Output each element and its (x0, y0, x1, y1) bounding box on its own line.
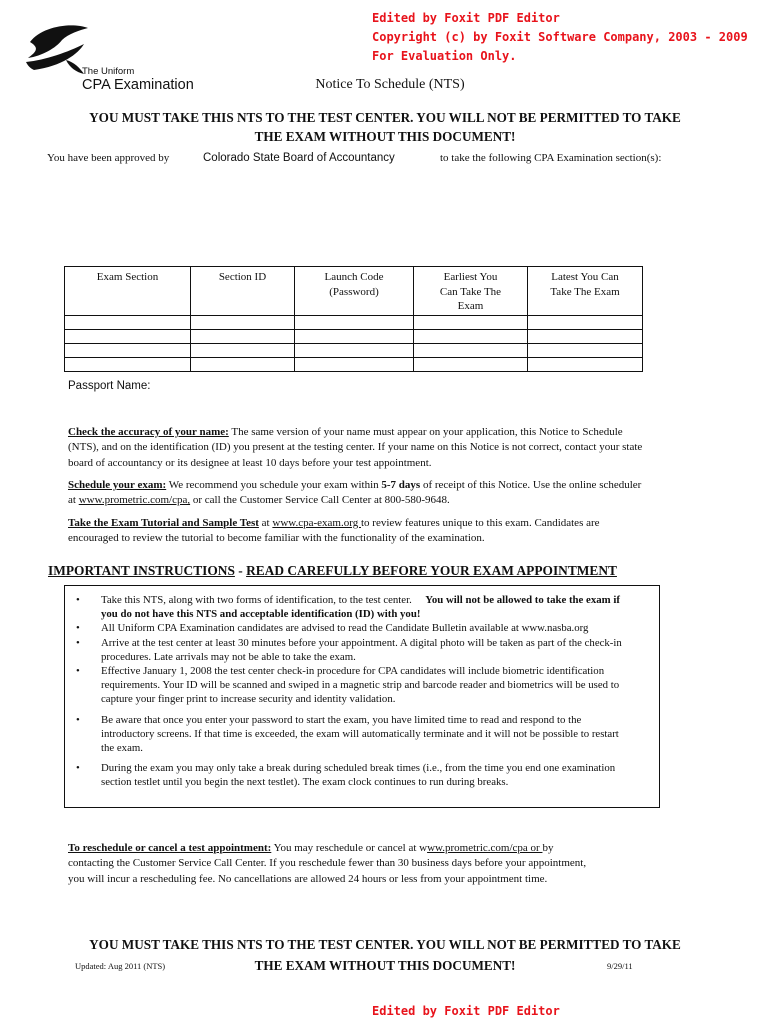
footer-date: 9/29/11 (607, 961, 633, 971)
table-cell (191, 316, 295, 330)
foxit-watermark (372, 9, 764, 66)
table-cell (295, 358, 414, 372)
bullet-icon: • (76, 594, 80, 606)
bullet-icon: • (76, 762, 80, 775)
foxit-footer-watermark: Edited by Foxit PDF Editor (372, 1004, 560, 1018)
header-label: Launch Code (324, 271, 384, 283)
watermark-line-2: Copyright (c) by Foxit Software Company, 2003 - 2009 (372, 30, 748, 44)
check-name-paragraph (68, 425, 648, 471)
table-row (65, 330, 643, 344)
approval-prefix: You have been approved by (47, 152, 170, 164)
reschedule-body: by contacting the Customer Service Call Center. If you reschedule fewer than 30 business days before your appointment, you will incur a rescheduling fee. No cancellations are allowed 24 hours or less from your appointment time. (68, 842, 587, 885)
header-label: Earliest You (443, 271, 498, 283)
table-cell (295, 316, 414, 330)
reschedule-text: You may reschedule or cancel at w (271, 842, 428, 854)
table-cell (295, 330, 414, 344)
important-heading (48, 562, 728, 580)
table-cell (65, 316, 191, 330)
table-cell (414, 330, 528, 344)
list-item (65, 761, 625, 789)
header-label: Exam Section (96, 271, 159, 283)
table-row (65, 316, 643, 330)
table-cell (191, 330, 295, 344)
list-item (65, 636, 625, 664)
instruction-text: All Uniform CPA Examination candidates are advised to read the Candidate Bulletin available at www.nasba.org (101, 622, 589, 635)
cpa-exam-link[interactable]: www.cpa-exam.org (272, 517, 361, 529)
header-exam-section (65, 267, 191, 316)
table-cell (414, 316, 528, 330)
important-heading-part2: READ CAREFULLY BEFORE YOUR EXAM APPOINTMENT (246, 563, 617, 578)
cpa-exam-logo (18, 22, 218, 96)
watermark-line-1: Edited by Foxit PDF Editor (372, 11, 560, 25)
top-warning-line-1: YOU MUST TAKE THIS NTS TO THE TEST CENTER. YOU WILL NOT BE PERMITTED TO TAKE (89, 110, 681, 125)
header-label: (Password) (329, 285, 379, 298)
bottom-warning-line-2: THE EXAM WITHOUT THIS DOCUMENT! (254, 958, 516, 973)
header-section-id (191, 267, 295, 316)
table-cell (191, 358, 295, 372)
table-row (65, 358, 643, 372)
bottom-warning-line-1: YOU MUST TAKE THIS NTS TO THE TEST CENTER. YOU WILL NOT BE PERMITTED TO TAKE (89, 937, 681, 952)
list-item (65, 713, 625, 756)
reschedule-heading: To reschedule or cancel a test appointment: (68, 842, 272, 854)
schedule-exam-paragraph (68, 478, 648, 509)
tutorial-paragraph (68, 516, 648, 547)
prometric-link[interactable]: www.prometric.com/cpa, (78, 494, 191, 507)
table-cell (65, 344, 191, 358)
schedule-exam-text-2: of receipt of this Notice. Use the online scheduler at (68, 479, 642, 507)
passport-name-label: Passport Name: (68, 380, 151, 392)
table-cell (528, 316, 643, 330)
list-item (65, 621, 625, 635)
bullet-icon: • (76, 713, 80, 726)
list-item (65, 593, 625, 621)
table-cell (191, 344, 295, 358)
instruction-bold: You will not be allowed to take the exam if you do not have this NTS and acceptable identification (ID) with you! (101, 594, 620, 621)
header-label: Take The Exam (550, 285, 620, 298)
table-cell (528, 330, 643, 344)
header-latest (528, 267, 643, 316)
table-row (65, 344, 643, 358)
instruction-text: Be aware that once you enter your password to start the exam, you have limited time to read and respond to the introductory screens. If that time is exceeded, the exam will automatically terminate and it will not be possible to restart the exam. (101, 713, 619, 755)
page-title: Notice To Schedule (NTS) (315, 77, 465, 92)
table-cell (65, 330, 191, 344)
schedule-exam-heading: Schedule your exam: (68, 479, 167, 491)
approval-suffix: to take the following CPA Examination section(s): (440, 152, 662, 164)
instructions-box (64, 585, 660, 808)
logo-large-text: CPA Examination (82, 77, 194, 93)
instruction-text: Effective January 1, 2008 the test center check-in procedure for CPA candidates will include biometric identification requirements. Your ID will be scanned and swiped in a magnetic strip and barcode reader and biometrics will be used to capture your finger print to increase security and identity validation. (101, 665, 620, 706)
table-header-row (65, 267, 643, 316)
exam-schedule-table (64, 266, 643, 372)
check-name-heading: Check the accuracy of your name: (68, 426, 229, 438)
important-heading-sep: - (234, 563, 247, 578)
table-cell (528, 358, 643, 372)
instruction-text: During the exam you may only take a break during scheduled break times (i.e., from the time you end one examination section testlet until you begin the next testlet). The exam clock continues to run during breaks. (101, 762, 616, 789)
tutorial-heading: Take the Exam Tutorial and Sample Test (68, 517, 259, 529)
table-cell (65, 358, 191, 372)
header-earliest (414, 267, 528, 316)
approving-board: Colorado State Board of Accountancy (203, 152, 395, 164)
table-cell (528, 344, 643, 358)
reschedule-link[interactable]: ww.prometric.com/cpa or (427, 842, 543, 854)
table-cell (414, 344, 528, 358)
bullet-icon: • (76, 622, 80, 635)
header-launch-code (295, 267, 414, 316)
header-label: Exam (457, 300, 484, 312)
schedule-days: 5-7 days (381, 479, 421, 491)
header-label: Latest You Can (551, 271, 619, 283)
reschedule-paragraph (68, 841, 588, 887)
logo-small-text: The Uniform (82, 66, 135, 77)
top-warning (20, 108, 750, 146)
table-cell (295, 344, 414, 358)
schedule-exam-text-3: or call the Customer Service Call Center at 800-580-9648. (190, 494, 450, 507)
bullet-icon: • (76, 665, 80, 678)
important-heading-part1: IMPORTANT INSTRUCTIONS (48, 563, 235, 578)
bullet-icon: • (76, 636, 80, 649)
check-name-body: The same version of your name must appear on your application, this Notice to Schedule (NTS), and on the identification (ID) you present at the testing center. If your name on this Notice is not correct, contact your state board of accountancy or its designee at least 10 days before your test appointment. (68, 426, 643, 469)
header-label: Can Take The (439, 285, 502, 298)
updated-note: Updated: Aug 2011 (NTS) (75, 961, 166, 971)
instruction-text: Arrive at the test center at least 30 minutes before your appointment. A digital photo will be taken as part of the check-in procedures. Late arrivals may not be able to take the exam. (101, 636, 622, 663)
instruction-text: Take this NTS, along with two forms of identification, to the test center. (101, 594, 412, 606)
instructions-list (65, 586, 625, 790)
schedule-exam-text: We recommend you schedule your exam within (166, 479, 382, 491)
header-label: Section ID (218, 271, 267, 283)
top-warning-line-2: THE EXAM WITHOUT THIS DOCUMENT! (254, 129, 516, 144)
watermark-line-3: For Evaluation Only. (372, 49, 517, 63)
table-cell (414, 358, 528, 372)
tutorial-body: to review features unique to this exam. Candidates are encouraged to review the tutorial to become familiar with the functionality of the examination. (68, 517, 600, 545)
list-item (65, 664, 625, 707)
tutorial-at: at (258, 517, 273, 529)
